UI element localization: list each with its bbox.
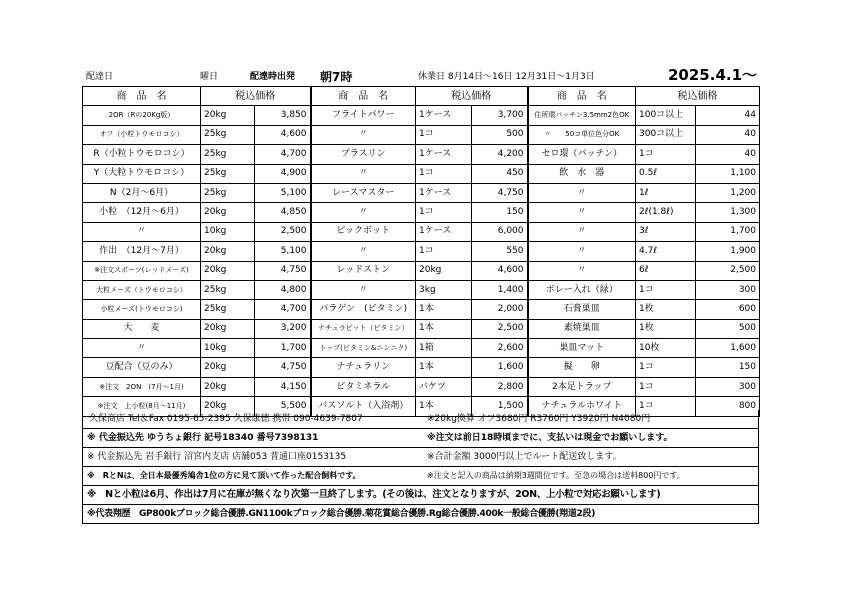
table-header-row (83, 87, 760, 106)
price-3: 300 (696, 280, 760, 299)
product-name-3: 擬 卵 (528, 358, 636, 377)
price-2: 6,000 (472, 222, 528, 241)
unit-2: 1本 (416, 358, 472, 377)
unit-2: 1コ (416, 242, 472, 261)
product-name-2: 〃 (311, 242, 416, 261)
unit-1: 25kg (201, 280, 255, 299)
table-row (83, 300, 760, 319)
product-name-2: プラスリン (311, 145, 416, 164)
unit-2: 1コ (416, 125, 472, 144)
price-2: 550 (472, 242, 528, 261)
price-2: 4,200 (472, 145, 528, 164)
price-1: 3,850 (255, 106, 311, 125)
unit-3: 1コ (636, 280, 696, 299)
product-name-1: 〃 (83, 339, 201, 358)
price-3: 44 (696, 106, 760, 125)
price-table (82, 86, 760, 417)
unit-2: 1コ (416, 203, 472, 222)
footer-line-4 (82, 467, 759, 486)
table-row (83, 164, 760, 183)
unit-1: 10kg (201, 339, 255, 358)
total-note: ※合計金額 3000円以上でルート配送致します。 (427, 452, 622, 462)
table-row (83, 106, 760, 125)
table-row (83, 261, 760, 280)
price-2: 2,000 (472, 300, 528, 319)
unit-1: 25kg (201, 300, 255, 319)
product-name-2: 〃 (311, 125, 416, 144)
holidays: 休業日 8月14日～16日 12月31日～1月3日 (418, 72, 595, 82)
product-name-2: フライトパワー (311, 106, 416, 125)
unit-3: 1コ (636, 145, 696, 164)
unit-3: 1枚 (636, 300, 696, 319)
unit-1: 20kg (201, 377, 255, 396)
product-name-1: ※注文 上小粒(8月～11月) (83, 397, 201, 416)
price-1: 4,800 (255, 280, 311, 299)
price-1: 4,150 (255, 377, 311, 396)
table-row (83, 222, 760, 241)
price-1: 4,600 (255, 125, 311, 144)
product-name-2: ピックボット (311, 222, 416, 241)
product-name-1: N（2月～6月） (83, 183, 201, 202)
departure-label: 配達時出発 (250, 72, 296, 82)
price-1: 4,750 (255, 358, 311, 377)
price-2: 150 (472, 203, 528, 222)
product-name-1: 大粒メーズ（トウモロコシ） (83, 280, 201, 299)
unit-1: 20kg (201, 203, 255, 222)
delivery-day-label: 配達日 (86, 72, 114, 82)
product-name-1: オフ（小粒トウモロコシ） (83, 125, 201, 144)
product-name-3: ボレー入れ（緑） (528, 280, 636, 299)
price-3: 40 (696, 145, 760, 164)
price-1: 5,100 (255, 183, 311, 202)
price-1: 4,750 (255, 261, 311, 280)
unit-2: 1コ (416, 164, 472, 183)
product-name-2: 〃 (311, 164, 416, 183)
price-2: 450 (472, 164, 528, 183)
product-name-1: 作出 （12月～7月） (83, 242, 201, 261)
product-name-1: 〃 (83, 222, 201, 241)
departure-time: 朝7時 (320, 70, 353, 84)
price-3: 150 (696, 358, 760, 377)
product-name-3: 巣皿マット (528, 339, 636, 358)
price-3: 1,700 (696, 222, 760, 241)
product-name-3: 2本足トラップ (528, 377, 636, 396)
product-name-1: 2OR（Rの20Kg版） (83, 106, 201, 125)
price-3: 1,600 (696, 339, 760, 358)
unit-2: 1本 (416, 319, 472, 338)
product-name-2: 〃 (311, 280, 416, 299)
product-name-2: レッドストン (311, 261, 416, 280)
unit-3: 6ℓ (636, 261, 696, 280)
product-name-2: ナチュラリン (311, 358, 416, 377)
unit-3: 4.7ℓ (636, 242, 696, 261)
product-name-3: セロ環（パッチン） (528, 145, 636, 164)
price-2: 1,600 (472, 358, 528, 377)
table-row (83, 358, 760, 377)
unit-3: 2ℓ(1.8ℓ) (636, 203, 696, 222)
price-2: 2,500 (472, 319, 528, 338)
product-name-3: 〃 50コ単位色分OK (528, 125, 636, 144)
order-delivery-note: ※注文と記入の商品は納期3週間位です。至急の場合は送料800円です。 (427, 471, 685, 480)
product-name-3: 住所環パッチン3.5mm2色OK (528, 106, 636, 125)
unit-3: 1枚 (636, 319, 696, 338)
footer-line-2 (82, 429, 759, 448)
product-name-1: 大 麦 (83, 319, 201, 338)
price-3: 2,500 (696, 261, 760, 280)
unit-1: 20kg (201, 261, 255, 280)
price-1: 2,500 (255, 222, 311, 241)
product-name-3: 〃 (528, 183, 636, 202)
product-name-3: 〃 (528, 203, 636, 222)
price-3: 300 (696, 377, 760, 396)
bank-yucho: ※ 代金振込先 ゆうちょ銀行 記号18340 番号7398131 (87, 433, 319, 443)
unit-2: 1ケース (416, 183, 472, 202)
price-1: 5,500 (255, 397, 311, 416)
unit-2: 1本 (416, 397, 472, 416)
product-name-2: バスソルト（入浴剤） (311, 397, 416, 416)
price-2: 1,500 (472, 397, 528, 416)
col-product-3: 商 品 名 (528, 87, 636, 106)
price-2: 500 (472, 125, 528, 144)
unit-1: 20kg (201, 319, 255, 338)
price-3: 800 (696, 397, 760, 416)
product-name-2: 〃 (311, 203, 416, 222)
product-name-1: 小粒メーズ(トウモロコシ) (83, 300, 201, 319)
unit-3: 0.5ℓ (636, 164, 696, 183)
unit-1: 25kg (201, 183, 255, 202)
unit-2: 1箱 (416, 339, 472, 358)
unit-3: 10枚 (636, 339, 696, 358)
product-name-2: ビタミネラル (311, 377, 416, 396)
unit-1: 25kg (201, 164, 255, 183)
table-row (83, 145, 760, 164)
unit-1: 20kg (201, 106, 255, 125)
col-price-2: 税込価格 (416, 87, 528, 106)
unit-2: 1ケース (416, 106, 472, 125)
unit-1: 25kg (201, 145, 255, 164)
price-3: 1,100 (696, 164, 760, 183)
product-name-3: 〃 (528, 242, 636, 261)
product-name-2: ナチュラビット（ビタミン） (311, 319, 416, 338)
price-2: 3,700 (472, 106, 528, 125)
awards-note: ※代表翔歴 GP800kブロック総合優勝.GN1100kブロック総合優勝.菊花賞総合優勝.Rg総合優勝.400k一般総合優勝(翔道2段) (87, 509, 596, 519)
price-3: 40 (696, 125, 760, 144)
conversion-note: ※20kg換算 オフ3680円 R3760円 Y3920円 N4080円 (427, 414, 651, 424)
price-3: 1,200 (696, 183, 760, 202)
price-1: 4,700 (255, 145, 311, 164)
product-name-3: 飲 水 器 (528, 164, 636, 183)
shop-contact: 久保商店 Tel＆Fax 0195-65-2395 久保康徳 携帯 090-4639-7807 (89, 414, 363, 424)
product-name-1: 豆配合（豆のみ） (83, 358, 201, 377)
price-2: 2,600 (472, 339, 528, 358)
table-row (83, 183, 760, 202)
unit-2: 20kg (416, 261, 472, 280)
product-name-1: Y（大粒トウモロコシ） (83, 164, 201, 183)
unit-2: 3kg (416, 280, 472, 299)
price-3: 1,300 (696, 203, 760, 222)
order-note: ※注文は前日18時頃までに、支払いは現金でお願いします。 (427, 433, 673, 443)
col-product-2: 商 品 名 (311, 87, 416, 106)
product-name-3: 〃 (528, 222, 636, 241)
col-price-3: 税込価格 (636, 87, 760, 106)
unit-2: 1本 (416, 300, 472, 319)
price-1: 4,900 (255, 164, 311, 183)
unit-2: 1ケース (416, 222, 472, 241)
effective-date: 2025.4.1～ (668, 66, 758, 84)
table-row (83, 377, 760, 396)
footer-line-3 (82, 448, 759, 467)
footer-line-5 (82, 486, 759, 505)
unit-3: 300コ以上 (636, 125, 696, 144)
price-1: 4,850 (255, 203, 311, 222)
unit-1: 20kg (201, 242, 255, 261)
unit-2: バケツ (416, 377, 472, 396)
unit-3: 1コ (636, 377, 696, 396)
product-name-2: トップ(ビタミン&ニンニク) (311, 339, 416, 358)
footer-line-6 (82, 505, 759, 524)
unit-3: 1ℓ (636, 183, 696, 202)
price-3: 600 (696, 300, 760, 319)
weekday-label: 曜日 (200, 72, 219, 82)
product-name-1: 小粒 （12月～6月） (83, 203, 201, 222)
col-product-1: 商 品 名 (83, 87, 201, 106)
unit-1: 10kg (201, 222, 255, 241)
bank-iwate: ※ 代金振込先 岩手銀行 沼宮内支店 店舗053 普通口座0153135 (87, 452, 347, 462)
product-name-3: ナチュラルホワイト (528, 397, 636, 416)
price-1: 4,700 (255, 300, 311, 319)
product-name-3: 石膏巣皿 (528, 300, 636, 319)
price-3: 1,900 (696, 242, 760, 261)
product-name-3: 〃 (528, 261, 636, 280)
col-price-1: 税込価格 (201, 87, 311, 106)
product-name-2: レースマスター (311, 183, 416, 202)
unit-3: 1コ (636, 358, 696, 377)
table-row (83, 125, 760, 144)
unit-1: 25kg (201, 125, 255, 144)
table-row (83, 319, 760, 338)
unit-2: 1ケース (416, 145, 472, 164)
price-2: 2,800 (472, 377, 528, 396)
footer-line-1 (82, 410, 759, 429)
table-row (83, 280, 760, 299)
product-name-2: パラゲン (ビタミン) (311, 300, 416, 319)
unit-3: 3ℓ (636, 222, 696, 241)
price-2: 4,750 (472, 183, 528, 202)
unit-3: 100コ以上 (636, 106, 696, 125)
rn-note: ※ RとNは、全日本最優秀鳩舎1位の方に見て頂いて作った配合飼料です。 (87, 471, 361, 480)
unit-1: 20kg (201, 358, 255, 377)
price-1: 3,200 (255, 319, 311, 338)
price-2: 4,600 (472, 261, 528, 280)
product-name-1: ※注文 2ON (7月～1月) (83, 377, 201, 396)
price-1: 1,700 (255, 339, 311, 358)
product-name-3: 素焼巣皿 (528, 319, 636, 338)
table-row (83, 242, 760, 261)
product-name-1: R（小粒トウモロコシ） (83, 145, 201, 164)
product-name-1: ※注文スポーツ(レッドメーズ) (83, 261, 201, 280)
price-2: 1,400 (472, 280, 528, 299)
unit-1: 20kg (201, 397, 255, 416)
unit-3: 1コ (636, 397, 696, 416)
price-1: 5,100 (255, 242, 311, 261)
price-3: 500 (696, 319, 760, 338)
table-row (83, 203, 760, 222)
table-row (83, 339, 760, 358)
stock-note: ※ Nと小粒は6月、作出は7月に在庫が無くなり次第一旦終了します。(その後は、注文となりますが、2ON、上小粒で対応お願いします) (87, 489, 661, 500)
